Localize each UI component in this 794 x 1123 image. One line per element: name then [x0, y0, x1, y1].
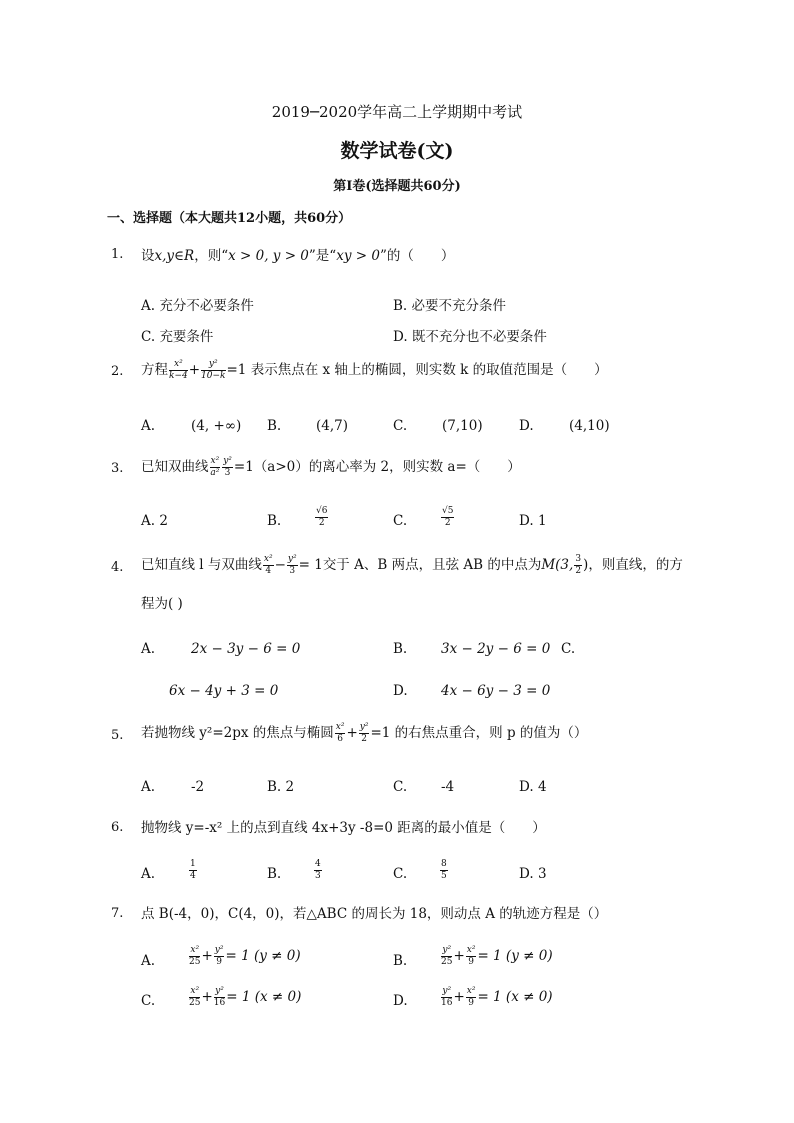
option-d: D. 既不充分也不必要条件: [393, 329, 547, 345]
option-b-text: 3x − 2y − 6 = 0: [441, 641, 551, 657]
option-a-text: (4, +∞): [191, 418, 242, 434]
option-d: D.: [393, 993, 408, 1009]
option-c-text: -4: [441, 779, 455, 795]
option-a-text: -2: [191, 779, 205, 795]
question-stem: 设x,y∈R，则“x > 0, y > 0”是“xy > 0”的（ ）: [141, 248, 455, 264]
question-stem: 若抛物线 y²=2px 的焦点与椭圆 $\frac{\text{x²}}{6}$ + $\frac{\text{y²}}{2}$ =1 的右焦点重合，则 p 的值为（）: [141, 722, 588, 744]
option-b: B.: [267, 866, 282, 882]
option-a: A.: [141, 866, 156, 882]
option-a-value: $\frac{1}{4}$: [190, 859, 196, 881]
question-number: 5.: [111, 728, 124, 743]
fraction: $\frac{\text{y²}}{10-k}$: [201, 359, 226, 381]
option-a: A.: [141, 641, 156, 657]
option-d-text: (4,10): [569, 418, 610, 434]
question-stem: 已知双曲线 $\frac{\text{x²}}{\text{a²}}$ $\frac{\text{y²}}{3}$ =1（a>0）的离心率为 2，则实数 a=（ ）: [141, 456, 521, 478]
option-a: A.: [141, 779, 156, 795]
option-a: A. 2: [141, 513, 168, 529]
option-d: D. 3: [519, 866, 547, 882]
option-b: B.: [393, 953, 408, 969]
option-d-text: 4x − 6y − 3 = 0: [441, 683, 551, 699]
option-c: C.: [393, 418, 408, 434]
option-a: A.: [141, 418, 156, 434]
section-title: 一、选择题（本大题共12小题，共60分）: [107, 211, 352, 226]
option-a-equation: $\frac{\text{x²}}{25}$ + $\frac{\text{y²}}{9}$ = 1 (y ≠ 0): [189, 945, 301, 967]
option-a: A.: [141, 953, 156, 969]
fraction: $\frac{\text{x²}}{6}$: [335, 722, 345, 744]
option-b: B.: [267, 418, 282, 434]
option-d: D.: [393, 683, 408, 699]
option-c: C.: [141, 993, 156, 1009]
question-stem: 抛物线 y=-x² 上的点到直线 4x+3y -8=0 距离的最小值是（ ）: [141, 820, 546, 836]
option-b: B. 2: [267, 779, 295, 795]
paper-title: 数学试卷(文): [340, 140, 454, 162]
question-stem: 已知直线 l 与双曲线 $\frac{\text{x²}}{4}$ − $\frac{\text{y²}}{3}$ = 1交于 A、B 两点，且弦 AB 的中点为M(3, $\frac{3}{2}$ )，则直线，的方: [141, 554, 683, 576]
question-number: 4.: [111, 560, 124, 575]
option-c: C.: [393, 779, 408, 795]
option-b: B.: [393, 641, 408, 657]
option-b-value: $\frac{4}{3}$: [315, 859, 321, 881]
fraction: $\frac{\text{y²}}{2}$: [359, 722, 369, 744]
question-number: 6.: [111, 820, 124, 835]
question-number: 3.: [111, 461, 124, 476]
option-d: D.: [519, 418, 534, 434]
question-number: 2.: [111, 364, 124, 379]
question-stem: 方程 $\frac{\text{x²}}{k-4}$ + $\frac{\text{y²}}{10-k}$ =1 表示焦点在 x 轴上的椭圆，则实数 k 的取值范围是（ ）: [141, 359, 608, 381]
question-stem-line2: 程为( ): [141, 596, 183, 612]
fraction: $\frac{\text{y²}}{3}$: [287, 554, 297, 576]
option-c: C.: [393, 866, 408, 882]
question-stem: 点 B(-4，0)，C(4，0)，若△ABC 的周长为 18，则动点 A 的轨迹方程是（）: [141, 906, 608, 922]
exam-title: 2019─2020学年高二上学期期中考试: [271, 103, 523, 121]
option-d: D. 4: [519, 779, 547, 795]
option-b-value: $\frac{√6}{2}$: [316, 506, 328, 528]
option-b: B.: [267, 513, 282, 529]
volume-title: 第Ⅰ卷(选择题共60分): [333, 179, 461, 194]
question-number: 7.: [111, 906, 124, 921]
option-a: A. 充分不必要条件: [141, 298, 254, 314]
question-number: 1.: [111, 247, 124, 262]
option-c: C.: [393, 513, 408, 529]
option-d: D. 1: [519, 513, 547, 529]
option-a-text: 2x − 3y − 6 = 0: [191, 641, 301, 657]
option-c-text: (7,10): [442, 418, 483, 434]
option-c-text: 6x − 4y + 3 = 0: [169, 683, 279, 699]
option-c: C.: [561, 641, 576, 657]
fraction: $\frac{\text{x²}}{4}$: [263, 554, 273, 576]
option-b-text: (4,7): [316, 418, 349, 434]
option-d-equation: $\frac{\text{y²}}{16}$ + $\frac{\text{x²}}{9}$ = 1 (x ≠ 0): [441, 986, 553, 1008]
option-b-equation: $\frac{\text{y²}}{25}$ + $\frac{\text{x²}}{9}$ = 1 (y ≠ 0): [441, 945, 553, 967]
fraction: $\frac{\text{y²}}{3}$: [223, 456, 232, 478]
option-c-value: $\frac{√5}{2}$: [442, 506, 454, 528]
option-b: B. 必要不充分条件: [393, 298, 507, 314]
option-c: C. 充要条件: [141, 329, 214, 345]
option-c-value: $\frac{8}{5}$: [441, 859, 447, 881]
fraction: $\frac{\text{x²}}{\text{a²}}$: [210, 456, 220, 478]
fraction: $\frac{\text{x²}}{k-4}$: [169, 359, 188, 381]
option-c-equation: $\frac{\text{x²}}{25}$ + $\frac{\text{y²}}{16}$ = 1 (x ≠ 0): [189, 986, 302, 1008]
